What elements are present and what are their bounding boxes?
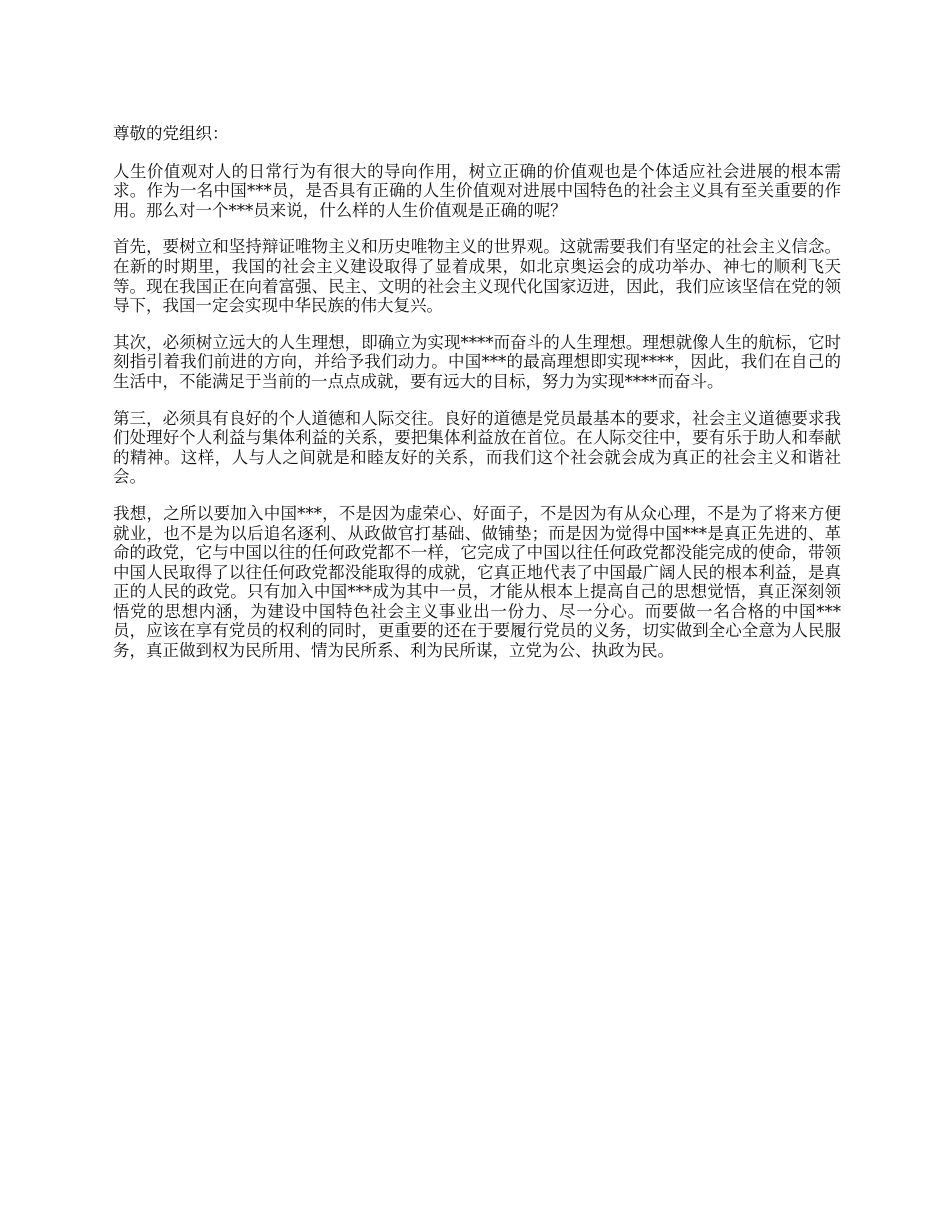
paragraph-2: 首先，要树立和坚持辩证唯物主义和历史唯物主义的世界观。这就需要我们有坚定的社会主义信念。在新的时期里，我国的社会主义建设取得了显着成果，如北京奥运会的成功举办、神七的顺利飞天等。现在我国正在向着富强、民主、文明的社会主义现代化国家迈进，因此，我们应该坚信在党的领导下，我国一定会实现中华民族的伟大复兴。: [113, 237, 841, 316]
paragraph-4: 第三，必须具有良好的个人道德和人际交往。良好的道德是党员最基本的要求，社会主义道德要求我们处理好个人利益与集体利益的关系，要把集体利益放在首位。在人际交往中，要有乐于助人和奉献的精神。这样，人与人之间就是和睦友好的关系，而我们这个社会就会成为真正的社会主义和谐社会。: [113, 408, 841, 487]
paragraph-5: 我想，之所以要加入中国***，不是因为虚荣心、好面子，不是因为有从众心理，不是为了将来方便就业，也不是为以后追名逐利、从政做官打基础、做铺垫；而是因为觉得中国***是真正先进的、革命的政党，它与中国以往的任何政党都不一样，它完成了中国以往任何政党都没能完成的使命，带领中国人民取得了以往任何政党都没能取得的成就，它真正地代表了中国最广阔人民的根本利益，是真正的人民的政党。只有加入中国***成为其中一员，才能从根本上提高自己的思想觉悟，真正深刻领悟党的思想内涵，为建设中国特色社会主义事业出一份力、尽一分心。而要做一名合格的中国***员，应该在享有党员的权利的同时，更重要的还在于要履行党员的义务，切实做到全心全意为人民服务，真正做到权为民所用、情为民所系、利为民所谋，立党为公、执政为民。: [113, 503, 841, 661]
paragraph-1: 人生价值观对人的日常行为有很大的导向作用，树立正确的价值观也是个体适应社会进展的根本需求。作为一名中国***员，是否具有正确的人生价值观对进展中国特色的社会主义具有至关重要的作用。那么对一个***员来说，什么样的人生价值观是正确的呢？: [113, 161, 841, 220]
document-body: [113, 124, 841, 678]
paragraph-3: 其次，必须树立远大的人生理想，即确立为实现****而奋斗的人生理想。理想就像人生的航标，它时刻指引着我们前进的方向，并给予我们动力。中国***的最高理想即实现****，因此，我们在自己的生活中，不能满足于当前的一点点成就，要有远大的目标，努力为实现****而奋斗。: [113, 332, 841, 391]
salutation: 尊敬的党组织：: [113, 124, 229, 143]
